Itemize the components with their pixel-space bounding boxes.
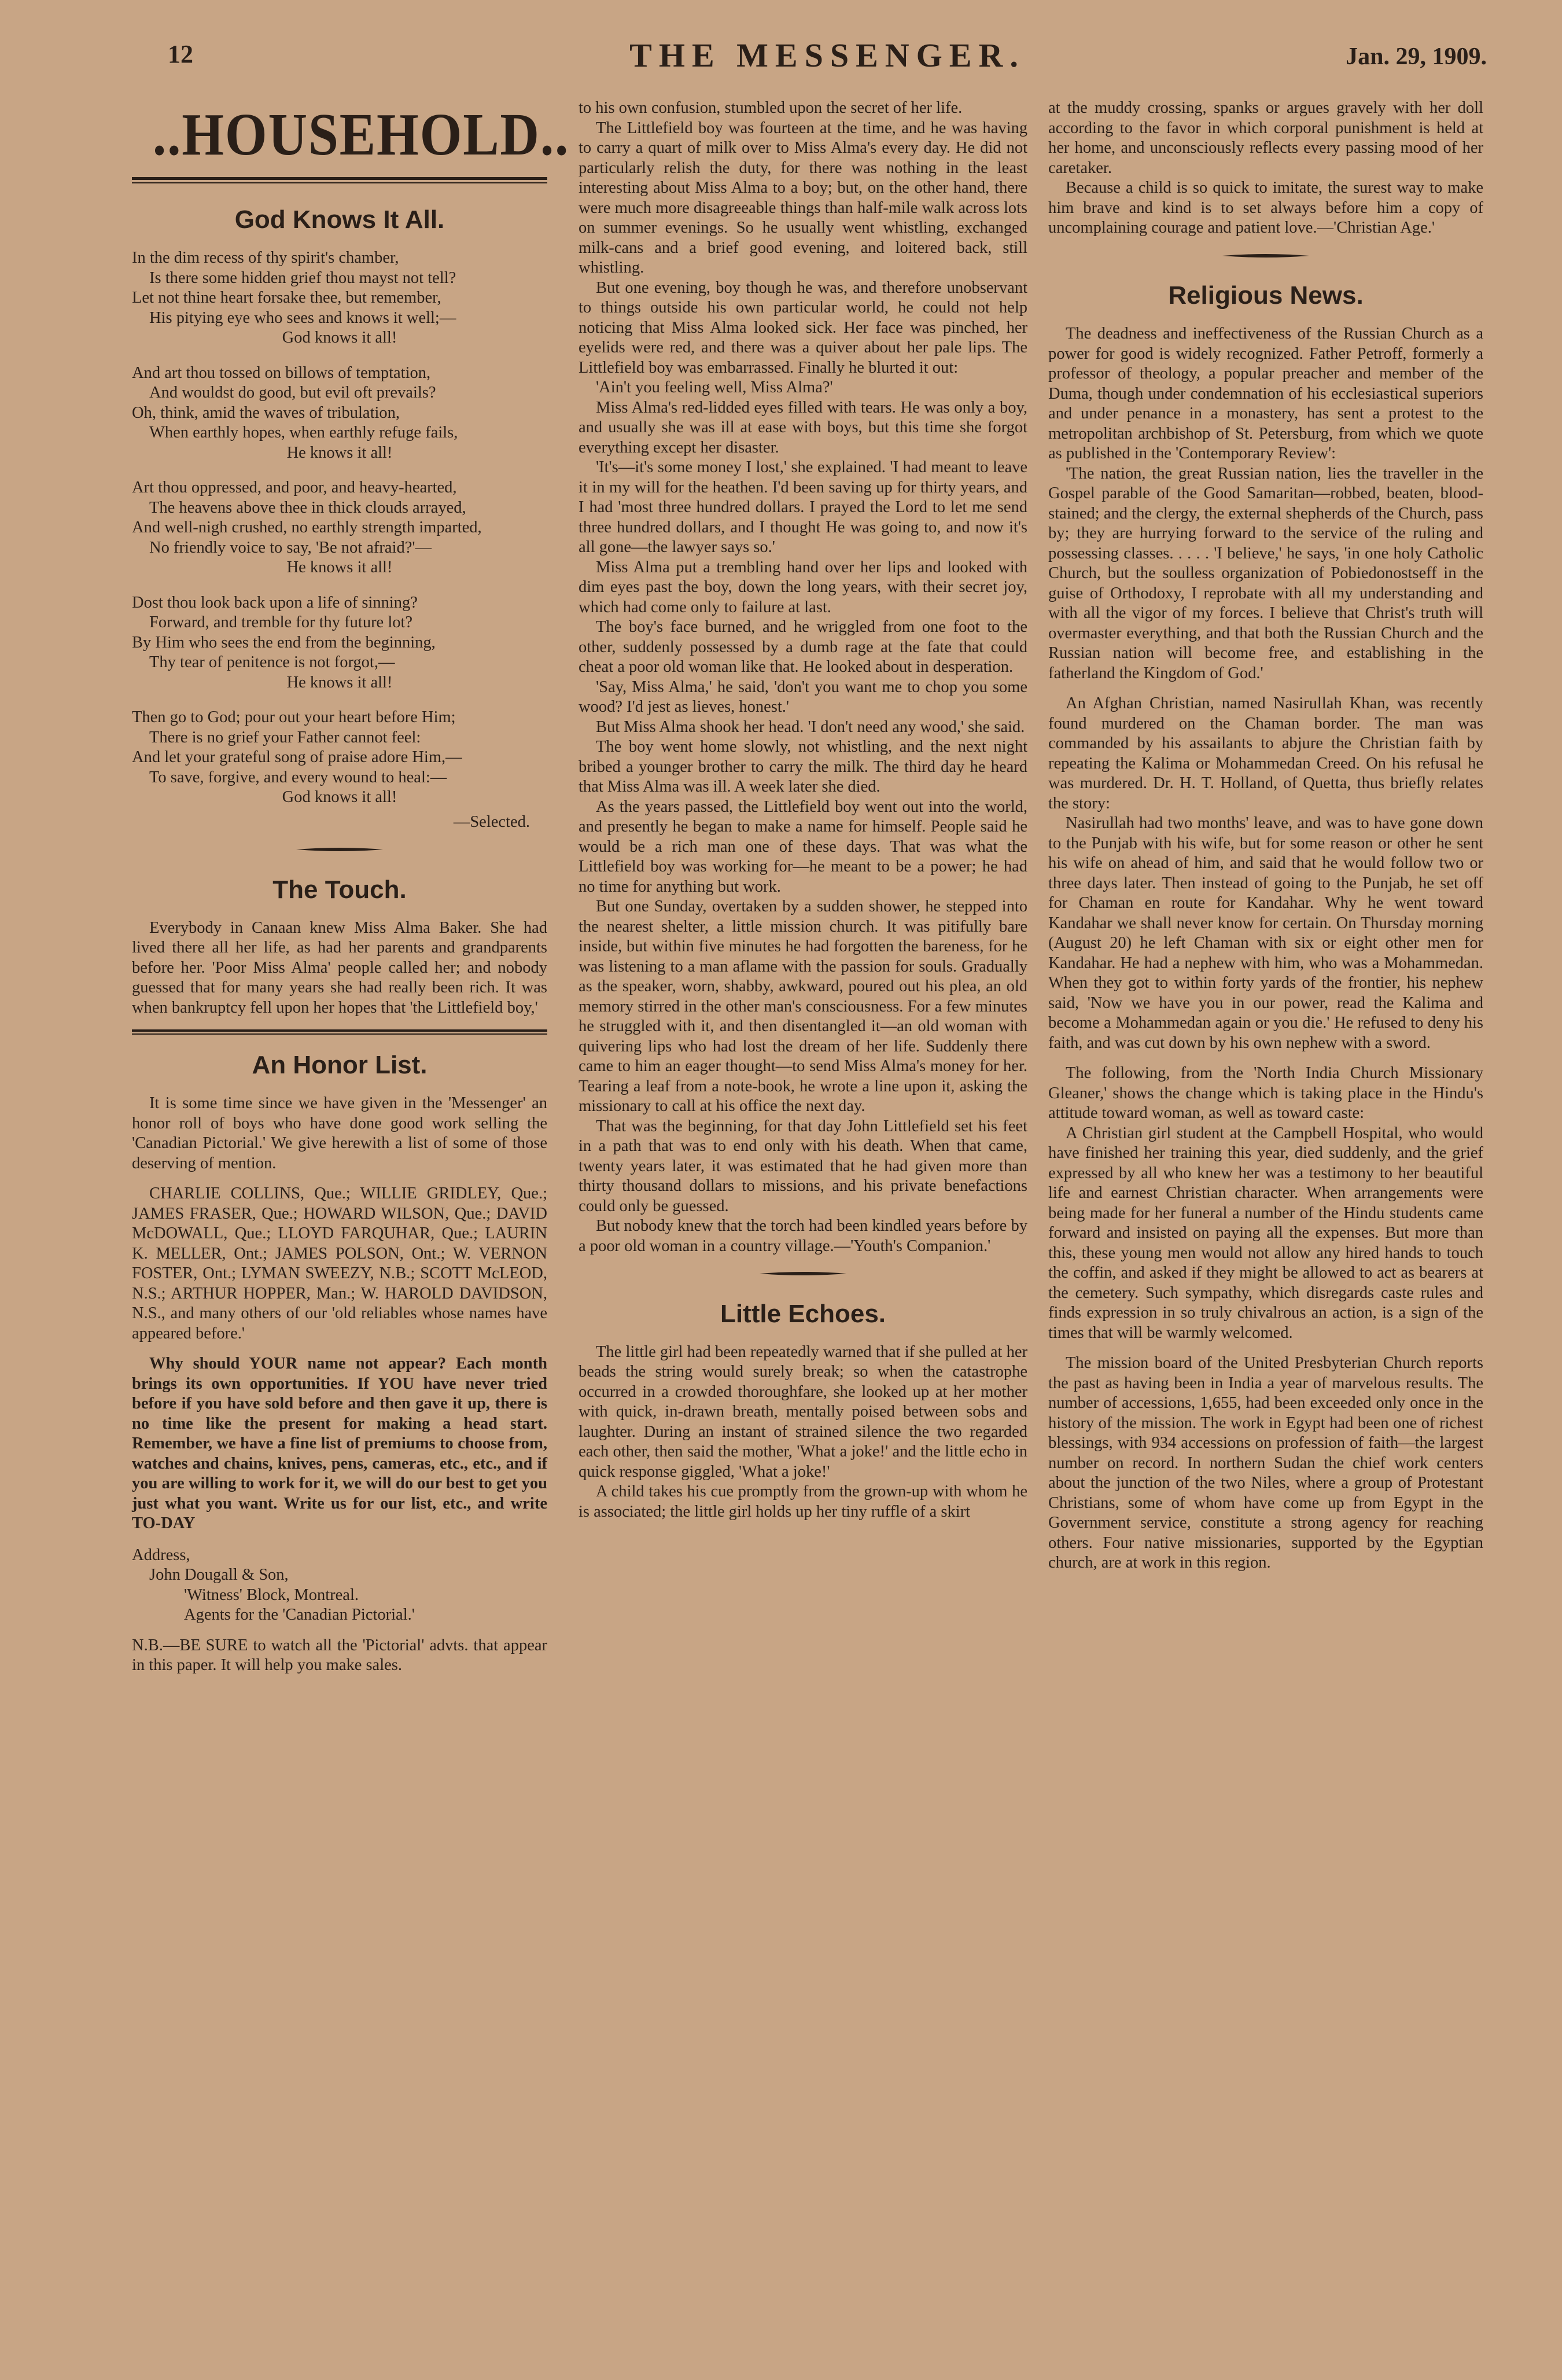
touch-title: The Touch. <box>272 875 407 904</box>
poem-refrain: He knows it all! <box>286 558 393 576</box>
poem-line: And art thou tossed on billows of temptation, <box>132 363 431 382</box>
news-paragraph: 'The nation, the great Russian nation, lies the traveller in the Gospel parable of the Good Samaritan—robbed, beaten, blood-stained; and the clergy, the external shepherds of the Church, pass by; they are hurrying forward to the service of the ruling and possessing classes. . . . . 'I believe,' he says, 'in one holy Catholic Church, but the soulless organization of Pobiedonostseff in the guise of Orthodoxy, I reprobate with all my understanding and with all the vigor of my forces. I believe that Christ's truth will overmaster everything, and that both the Russian Church and the Russian nation will become free, and establishing in the fatherland the Kingdom of God.' <box>1048 464 1483 682</box>
poem-stanza <box>132 708 547 808</box>
honor-appeal: Why should YOUR name not appear? Each month brings its own opportunities. If YOU have never tried before if you have sold before and then gave it up, there is no time like the present for making a head start. Remember, we have a fine list of premiums to choose from, watches and chains, knives, pens, cameras, etc., etc., and if you are willing to work for it, we will do our best to get you just what you want. Write us for our list, etc., and write TO-DAY <box>132 1355 547 1532</box>
poem-stanza <box>132 248 547 348</box>
news-paragraph: Nasirullah had two months' leave, and was to have gone down to the Punjab with his wife, but for some reason or other he sent his wife on ahead of him, and said that he would follow two or three days later. Then instead of going to the Punjab, he set off for Chaman en route for Kandahar. Why he went toward Kandahar we shall never know for certain. On Thursday morning (August 20) he left Chaman with six or eight other men for Kandahar. He had a nephew with him, who was a Mohammedan. When they got to within forty yards of the frontier, his nephew said, 'Now we have you in our power, read the Kalima and become a Mohammedan again or you die.' He refused to deny his faith, and was cut down by his own nephew with a sword. <box>1048 814 1483 1052</box>
story-paragraph: 'Ain't you feeling well, Miss Alma?' <box>596 378 833 396</box>
echoes-title: Little Echoes. <box>720 1299 886 1328</box>
poem-line: To save, forgive, and every wound to heal:— <box>149 768 447 786</box>
story-paragraph: Miss Alma's red-lidded eyes filled with tears. He was only a boy, and usually she was ill at ease with boys, but this time she forgot everything except her disaster. <box>579 398 1027 457</box>
story-paragraph: But Miss Alma shook her head. 'I don't need any wood,' she said. <box>596 718 1025 736</box>
echoes-paragraph: at the muddy crossing, spanks or argues gravely with her doll according to the favor in which corporal punishment is held at her home, and unconsciously reflects every passing mood of her caretaker. <box>1048 99 1483 177</box>
news-paragraph: The following, from the 'North India Church Missionary Gleaner,' shows the change which is taking place in the Hindu's attitude toward woman, as well as toward caste: <box>1048 1064 1483 1122</box>
story-paragraph: Miss Alma put a trembling hand over her lips and looked with dim eyes past the boy, down the long years, with their secret joy, which had come only to failure at last. <box>579 558 1027 616</box>
nb-note: N.B.—BE SURE to watch all the 'Pictorial' advts. that appear in this paper. It will help you make sales. <box>132 1636 547 1674</box>
echoes-paragraph: A child takes his cue promptly from the grown-up with whom he is associated; the little girl holds up her tiny ruffle of a skirt <box>579 1483 1027 1521</box>
poem-stanza <box>132 478 547 578</box>
story-paragraph: 'Say, Miss Alma,' he said, 'don't you want me to chop you some wood? I'd jest as lieves, honest.' <box>579 678 1027 716</box>
address-line: 'Witness' Block, Montreal. <box>184 1586 359 1604</box>
poem-refrain: God knows it all! <box>282 329 397 347</box>
honor-names: CHARLIE COLLINS, Que.; WILLIE GRIDLEY, Que.; JAMES FRASER, Que.; HOWARD WILSON, Que.; DAVID McDOWALL, Que.; LLOYD FARQUHAR, Que.; LAURIN K. MELLER, Ont.; JAMES POLSON, Ont.; W. VERNON FOSTER, Ont.; LYMAN SWEEZY, N.B.; SCOTT McLEOD, N.S.; ARTHUR HOPPER, Man.; W. HAROLD DAVIDSON, N.S., and many others of our 'old reliables whose names have appeared before.' <box>132 1185 547 1342</box>
poem-line: Then go to God; pour out your heart before Him; <box>132 708 456 726</box>
poem-line: No friendly voice to say, 'Be not afraid?'— <box>149 538 432 557</box>
poem-line: Art thou oppressed, and poor, and heavy-hearted, <box>132 479 457 496</box>
poem-line: There is no grief your Father cannot feel: <box>149 728 421 746</box>
story-paragraph: But one Sunday, overtaken by a sudden shower, he stepped into the nearest shelter, a little mission church. It was pitifully bare inside, but within five minutes he had forgotten the bareness, for he was listening to a man aflame with the passion for souls. Gradually as the speaker, worn, shabby, awkward, poured out his plea, an old memory stirred in the other man's consciousness. For a few minutes he struggled with it, and then disentangled it—an old woman with quivering lips who had lost the dream of her life. Suddenly there came to him an eager thought—to send Miss Alma's money for her. Tearing a leaf from a note-book, he wrote a line upon it, asking the missionary to call at his office the next day. <box>579 897 1027 1115</box>
news-paragraph: The mission board of the United Presbyterian Church reports the past as having been in India a year of marvelous results. The number of accessions, 1,655, had been exceeded only once in the history of the mission. The work in Egypt had been one of richest blessings, with 934 accessions on profession of faith—the largest number on record. In northern Sudan the chief work centers about the junction of the two Niles, where a group of Protestant Christians, some of whom have come up from Egypt in the Government service, constitute a strong agency for reaching others. Four native missionaries, supported by the Egyptian church, are at work in this region. <box>1048 1354 1483 1572</box>
section-ornament <box>132 839 547 859</box>
ornament-divider-icon <box>296 845 383 854</box>
story-paragraph: The boy went home slowly, not whistling, and the next night bribed a younger brother to carry the milk. The third day he heard that Miss Alma was ill. A week later she died. <box>579 738 1027 796</box>
story-paragraph: But one evening, boy though he was, and therefore unobservant to things outside his own particular world, he could not help noticing that Miss Alma looked sick. Her face was pinched, her eyelids were red, and there was a quiver about her pale lips. The Littlefield boy was embarrassed. Finally he blurted it out: <box>579 278 1027 377</box>
story-paragraph: 'It's—it's some money I lost,' she explained. 'I had meant to leave it in my will for the heathen. I'd been saving up for thirty years, and I had 'most three hundred dollars. I prayed the Lord to let me send three hundred dollars, and I thought He was going to, and now it's all gone—the lawyer says so.' <box>579 458 1027 556</box>
page-number: 12 <box>168 40 193 68</box>
news-paragraph: The deadness and ineffectiveness of the Russian Church as a power for good is widely recognized. Father Petroff, formerly a professor of theology, a popular preacher and member of the Duma, though under condemnation of his ecclesiastical superiors and under penance in a monastery, has sent a protest to the metropolitan archbishop of St. Petersburg, from which we quote as published in the 'Contemporary Review': <box>1048 325 1483 462</box>
address-line: John Dougall & Son, <box>149 1566 289 1584</box>
issue-date: Jan. 29, 1909. <box>1346 43 1487 70</box>
poem-line: Let not thine heart forsake thee, but remember, <box>132 289 441 307</box>
poem-line: The heavens above thee in thick clouds arrayed, <box>149 498 466 517</box>
column-3 <box>1048 98 1483 1573</box>
story-paragraph: As the years passed, the Littlefield boy went out into the world, and presently he began to make a name for himself. People said he would be a rich man one of these days. That was what the Littlefield boy was working for—he meant to be a power; he had no time for anything but work. <box>579 797 1027 896</box>
story-paragraph: But nobody knew that the torch had been kindled years before by a poor old woman in a country village.—'Youth's Companion.' <box>579 1217 1027 1255</box>
poem-line: And wouldst do good, but evil oft prevails? <box>149 384 436 402</box>
touch-paragraph: Everybody in Canaan knew Miss Alma Baker. She had lived there all her life, as had her parents and grandparents before her. 'Poor Miss Alma' people called her; and nobody guessed that for many years she had really been rich. It was when bankruptcy fell upon her hopes that 'the Littlefield boy,' <box>132 918 547 1017</box>
ornament-divider-icon <box>1222 252 1309 260</box>
poem-refrain: God knows it all! <box>282 788 397 806</box>
section-ornament <box>1048 245 1483 266</box>
poem-title: God Knows It All. <box>234 205 445 234</box>
department-rule <box>132 177 547 183</box>
poem-line: Dost thou look back upon a life of sinning? <box>132 593 418 612</box>
story-paragraph: to his own confusion, stumbled upon the secret of her life. <box>579 99 963 117</box>
poem-line: Thy tear of penitence is not forgot,— <box>149 653 395 671</box>
poem-line: Oh, think, amid the waves of tribulation, <box>132 403 400 422</box>
department-title: ..HOUSEHOLD.. <box>152 101 570 168</box>
address-block <box>132 1546 547 1625</box>
poem-line: And well-nigh crushed, no earthly strength imparted, <box>132 518 482 536</box>
poem-line: And let your grateful song of praise adore Him,— <box>132 748 462 766</box>
poem-line: Forward, and tremble for thy future lot? <box>149 613 413 631</box>
echoes-paragraph: Because a child is so quick to imitate, the surest way to make him brave and kind is to set always before him a copy of uncomplaining courage and patient love.—'Christian Age.' <box>1048 179 1483 237</box>
poem-line: Is there some hidden grief thou mayst not tell? <box>149 268 456 287</box>
page-header <box>168 34 1487 91</box>
address-label: Address, <box>132 1546 190 1564</box>
section-rule <box>132 1029 547 1035</box>
poem-line: When earthly hopes, when earthly refuge fails, <box>149 424 458 442</box>
ornament-divider-icon <box>760 1270 846 1278</box>
story-paragraph: That was the beginning, for that day John Littlefield set his feet in a path that was to end only with his death. When that came, twenty years later, it was estimated that he had given more than thirty thousand dollars to missions, and his private benefactions could only be guessed. <box>579 1117 1027 1215</box>
story-paragraph: The boy's face burned, and he wriggled from one foot to the other, suddenly possessed by a dumb rage at the fate that could cheat a poor old woman like that. He looked about in desperation. <box>579 618 1027 676</box>
poem-stanza <box>132 363 547 464</box>
column-1 <box>132 98 570 1676</box>
news-paragraph: An Afghan Christian, named Nasirullah Khan, was recently found murdered on the Chaman border. The man was commanded by his assailants to abjure the Christian faith by repeating the Kalima or Mohammedan Creed. On his refusal he was murdered. Dr. H. T. Holland, of Quetta, thus briefly relates the story: <box>1048 694 1483 812</box>
poem-line: By Him who sees the end from the beginning, <box>132 633 436 652</box>
poem-credit: —Selected. <box>453 812 530 831</box>
story-paragraph: The Littlefield boy was fourteen at the time, and he was having to carry a quart of milk over to Miss Alma's every day. He did not particularly relish the duty, for there was nothing in the least interesting about Miss Alma to a boy; but, on the other hand, there were much more disagreeable things than half-mile walk across lots on summer evenings. So he usually went whistling, exchanged milk-cans and a brief good evening, and loitered back, still whistling. <box>579 119 1027 277</box>
section-ornament <box>579 1263 1027 1283</box>
address-line: Agents for the 'Canadian Pictorial.' <box>184 1606 415 1624</box>
masthead: THE MESSENGER. <box>629 36 1025 74</box>
poem-refrain: He knows it all! <box>286 443 393 462</box>
poem-line: His pitying eye who sees and knows it well;— <box>149 308 456 327</box>
honor-list-title: An Honor List. <box>252 1051 428 1079</box>
poem-stanza <box>132 593 547 693</box>
news-paragraph: A Christian girl student at the Campbell Hospital, who would have finished her training this year, died suddenly, and the grief expressed by all who knew her was a testimony to her beautiful life and earnest Christian character. When arrangements were being made for her funeral a number of the Hindu students came forward and insisted on paying all the expenses. But more than this, these young men would not allow any hired hands to touch the coffin, and asked if they might be allowed to act as bearers at the cemetery. Such sympathy, which disregards caste rules and finds expression in so truly chivalrous an action, is a sign of the times that will be warmly welcomed. <box>1048 1124 1483 1342</box>
religious-news-title: Religious News. <box>1168 281 1364 310</box>
poem-line: In the dim recess of thy spirit's chamber, <box>132 249 399 267</box>
honor-intro: It is some time since we have given in the 'Messenger' an honor roll of boys who have done good work selling the 'Canadian Pictorial.' We give herewith a list of some of those deserving of mention. <box>132 1094 547 1172</box>
poem-refrain: He knows it all! <box>286 673 393 691</box>
echoes-paragraph: The little girl had been repeatedly warned that if she pulled at her beads the string would surely break; so when the catastrophe occurred in a crowded thoroughfare, she looked up at her mother with quick, in-drawn breath, mentally poised between sobs and laughter. During an instant of strained silence the two regarded each other, then said the mother, 'What a joke!' and the little echo in quick response giggled, 'What a joke!' <box>579 1342 1027 1481</box>
column-2 <box>579 98 1027 1522</box>
